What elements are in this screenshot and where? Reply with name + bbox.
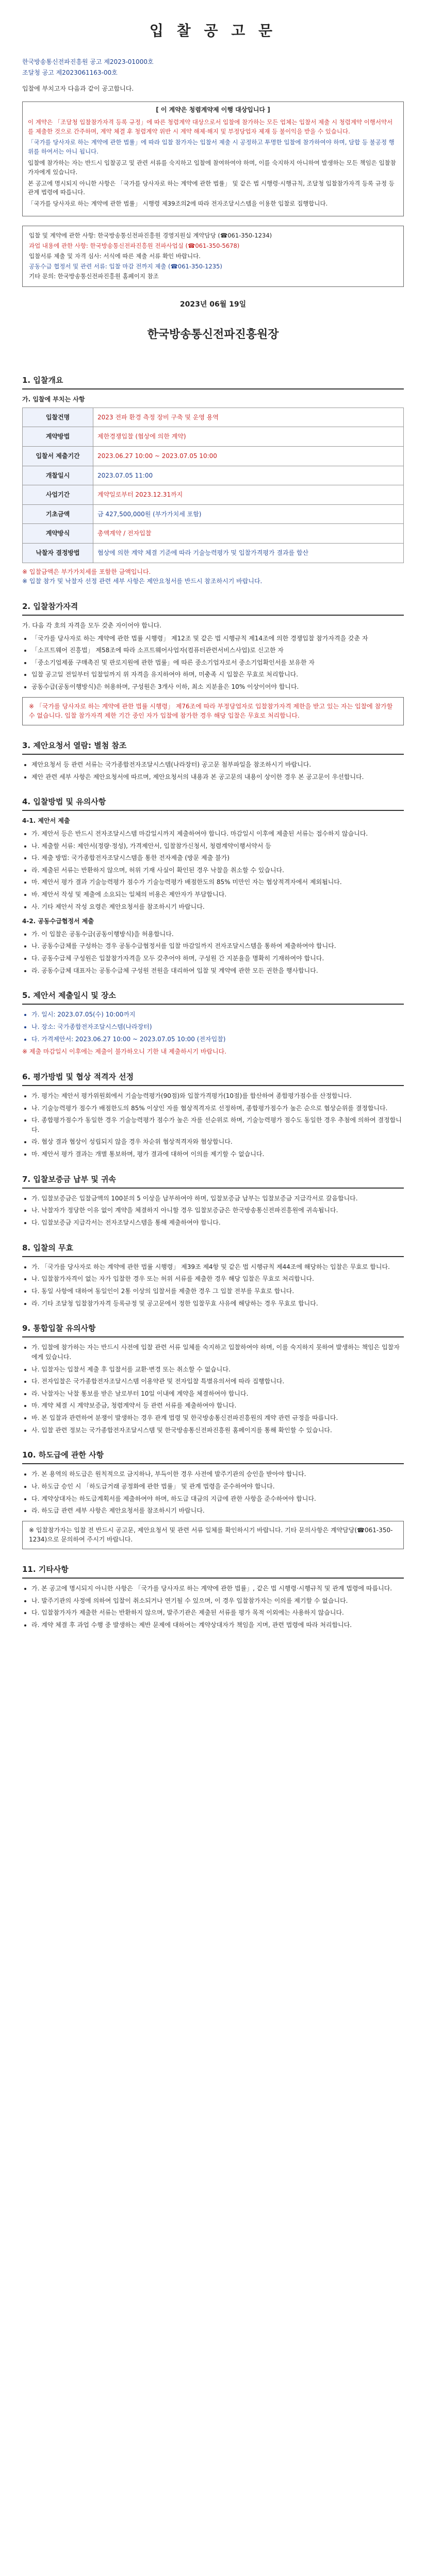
list-item: • 라. 계약 체결 후 과업 수행 중 발생하는 제반 문제에 대하여는 계약상대자가 책임을 지며, 관련 법령에 따라 처리합니다.: [31, 1620, 404, 1630]
list-item: • 나. 기술능력평가 점수가 배점한도의 85% 이상인 자를 협상적격자로 선정하며, 종합평가점수가 높은 순으로 협상순위를 결정합니다.: [31, 1104, 404, 1113]
list-item: • 나. 낙찰자가 정당한 이유 없이 계약을 체결하지 아니할 경우 입찰보증금은 한국방송통신전파진흥원에 귀속됩니다.: [31, 1206, 404, 1215]
list-item: • 「국가를 당사자로 하는 계약에 관한 법률 시행령」 제12조 및 같은 법 시행규칙 제14조에 의한 경쟁입찰 참가자격을 갖춘 자: [31, 634, 404, 643]
bid-info-value: 계약일로부터 2023.12.31까지: [93, 485, 404, 505]
list-item: • 다. 종합평가점수가 동일한 경우 기술능력평가 점수가 높은 자를 선순위로 하며, 기술능력평가 점수도 동일한 경우 추첨에 의하여 결정합니다.: [31, 1115, 404, 1134]
list-item: • 바. 본 입찰과 관련하여 분쟁이 발생하는 경우 관계 법령 및 한국방송통신전파진흥원의 계약 관련 규정을 따릅니다.: [31, 1413, 404, 1423]
notice-paragraph: 「국가를 당사자로 하는 계약에 관한 법률」에 따라 입찰 참가자는 입찰서 제출 시 공정하고 투명한 입찰에 참가하여야 하며, 담합 등 불공정 행위를 하여서는 아니 됩니다.: [28, 139, 395, 156]
list-item: • 가. 본 용역의 하도급은 원칙적으로 금지하나, 부득이한 경우 사전에 발주기관의 승인을 받아야 합니다.: [31, 1469, 404, 1479]
contact-line: 입찰 및 계약에 관한 사항: 한국방송통신전파진흥원 경영지원실 계약담당 (☎061-350-1234): [29, 232, 272, 240]
section-intro: 가. 다음 각 호의 자격을 모두 갖춘 자이어야 합니다.: [22, 621, 161, 629]
intro-text: 입찰에 부치고자 다음과 같이 공고합니다.: [22, 84, 134, 92]
bid-info-label: 낙찰자 결정방법: [23, 543, 93, 563]
subcontracting-list: [22, 1469, 404, 1515]
section-title: 4. 입찰방법 및 유의사항: [22, 796, 404, 811]
list-item: • 입찰 공고일 전일부터 입찰일까지 위 자격을 유지하여야 하며, 미충족 시 입찰은 무효로 처리합니다.: [31, 670, 404, 680]
list-item: • 나. 하도급 승인 시 「하도급거래 공정화에 관한 법률」 및 관계 법령을 준수하여야 합니다.: [31, 1482, 404, 1492]
contact-line: 입찰서류 제출 및 자격 심사: 서식에 따른 제출 서류 확인 바랍니다.: [29, 252, 201, 260]
section-bid-method: [22, 796, 404, 975]
submission-note: ※ 제출 마감일시 이후에는 제출이 불가하오니 기한 내 제출하시기 바랍니다.: [22, 1048, 226, 1056]
bid-number: 조달청 공고 제2023061163-00호: [22, 69, 118, 76]
list-item: • 제안 관련 세부 사항은 제안요청서에 따르며, 제안요청서의 내용과 본 공고문의 내용이 상이한 경우 본 공고문이 우선합니다.: [31, 772, 404, 782]
list-item: • 가. 「국가를 당사자로 하는 계약에 관한 법률 시행령」 제39조 제4항 및 같은 법 시행규칙 제44조에 해당하는 입찰은 무효로 합니다.: [31, 1262, 404, 1272]
section-bid-overview: [22, 375, 404, 586]
table-note: ※ 입찰 참가 및 낙찰자 선정 관련 세부 사항은 제안요청서를 반드시 참조하시기 바랍니다.: [22, 578, 263, 585]
subcontracting-note-box: ※ 입찰참가자는 입찰 전 반드시 공고문, 제안요청서 및 관련 서류 일체를 확인하시기 바랍니다. 기타 문의사항은 계약담당(☎061-350-1234)으로 문의하여 주시기 바랍니다.: [22, 1521, 404, 1549]
list-item: • 나. 제출할 서류: 제안서(정량·정성), 가격제안서, 입찰참가신청서, 청렴계약이행서약서 등: [31, 841, 404, 851]
notice-heading: [ 이 계약은 청렴계약제 이행 대상입니다 ]: [156, 106, 270, 114]
table-notes: [22, 567, 404, 586]
sub-title: 4-2. 공동수급협정서 제출: [22, 918, 94, 925]
section-rfp: [22, 740, 404, 782]
bid-info-label: 사업기간: [23, 485, 93, 505]
bid-info-label: 기초금액: [23, 504, 93, 524]
bid-notice-document: [22, 0, 404, 1630]
joint-contract-list: [22, 929, 404, 975]
section-title: 11. 기타사항: [22, 1564, 404, 1579]
bid-info-value: 금 427,500,000원 (부가가치세 포함): [93, 504, 404, 524]
bid-info-row: [23, 504, 404, 524]
notice-paragraph: 입찰에 참가하는 자는 반드시 입찰공고 및 관련 서류를 숙지하고 입찰에 참여하여야 하며, 이를 숙지하지 아니하여 발생하는 모든 책임은 입찰참가자에게 있습니다.: [28, 159, 396, 176]
reference-numbers: [22, 57, 404, 77]
bid-info-row: [23, 408, 404, 427]
integrity-notice-box: [22, 101, 404, 216]
bid-bond-list: [22, 1194, 404, 1228]
bid-info-label: 계약방법: [23, 427, 93, 447]
list-item: • 사. 기타 제안서 작성 요령은 제안요청서를 참조하시기 바랍니다.: [31, 902, 404, 912]
bid-info-row: [23, 543, 404, 563]
list-item: • 라. 낙찰자는 낙찰 통보를 받은 날로부터 10일 이내에 계약을 체결하여야 합니다.: [31, 1389, 404, 1399]
section-title: 10. 하도급에 관한 사항: [22, 1449, 404, 1464]
bid-info-value: 2023 전파 환경 측정 장비 구축 및 운영 용역: [93, 408, 404, 427]
section-invalid-bids: [22, 1242, 404, 1309]
list-item: • 다. 공동수급체 구성원은 입찰참가자격을 모두 갖추어야 하며, 구성원 간 지분율을 명확히 기재하여야 합니다.: [31, 954, 404, 963]
submission-schedule-list: [22, 1010, 404, 1044]
sub-title: 가. 입찰에 부치는 사항: [22, 396, 85, 403]
list-item: • 라. 협상 결과 협상이 성립되지 않을 경우 차순위 협상적격자와 협상합니다.: [31, 1137, 404, 1147]
list-item: • 나. 공동수급체를 구성하는 경우 공동수급협정서를 입찰 마감일까지 전자조달시스템을 통하여 제출하여야 합니다.: [31, 941, 404, 951]
list-item: • 가. 입찰에 참가하는 자는 반드시 사전에 입찰 관련 서류 일체를 숙지하고 입찰하여야 하며, 이를 숙지하지 못하여 발생하는 책임은 입찰자에게 있습니다.: [31, 1343, 404, 1362]
table-note: ※ 입찰금액은 부가가치세를 포함한 금액입니다.: [22, 568, 151, 575]
list-item: • 다. 제출 방법: 국가종합전자조달시스템을 통한 전자제출 (방문 제출 불가): [31, 853, 404, 863]
precaution-list: [22, 1343, 404, 1435]
evaluation-list: [22, 1091, 404, 1159]
notice-paragraph: 「국가를 당사자로 하는 계약에 관한 법률」 시행령 제39조의2에 따라 전자조달시스템을 이용한 입찰로 집행합니다.: [28, 200, 328, 208]
list-item: • 나. 장소: 국가종합전자조달시스템(나라장터): [31, 1022, 404, 1032]
section-title: 8. 입찰의 무효: [22, 1242, 404, 1257]
list-item: • 라. 하도급 관련 세부 사항은 제안요청서를 참조하시기 바랍니다.: [31, 1506, 404, 1516]
notice-paragraph: 본 공고에 명시되지 아니한 사항은 「국가를 당사자로 하는 계약에 관한 법률」 및 같은 법 시행령·시행규칙, 조달청 입찰참가자격 등록 규정 등 관계 법령에 따릅니다.: [28, 179, 395, 196]
notice-paragraph: 이 계약은 「조달청 입찰참가자격 등록 규정」에 따른 청렴계약 대상으로서 입찰에 참가하는 모든 업체는 입찰서 제출 시 청렴계약 이행서약서를 제출한 것으로 간주하며, 계약 체결 후 청렴계약 위반 시 계약 해제·해지 및 부정당업자 제재 등 불이익을 받을 수 있습니다.: [28, 118, 393, 135]
bid-info-value: 총액계약 / 전자입찰: [93, 524, 404, 544]
proposal-submission-list: [22, 829, 404, 911]
list-item: • 공동수급(공동이행방식)은 허용하며, 구성원은 3개사 이하, 최소 지분율은 10% 이상이어야 합니다.: [31, 682, 404, 692]
list-item: • 가. 제안서 등은 반드시 전자조달시스템 마감일시까지 제출하여야 합니다. 마감일시 이후에 제출된 서류는 접수하지 않습니다.: [31, 829, 404, 839]
list-item: • 나. 발주기관의 사정에 의하여 입찰이 취소되거나 연기될 수 있으며, 이 경우 입찰참가자는 이의를 제기할 수 없습니다.: [31, 1596, 404, 1606]
section-title: 6. 평가방법 및 협상 적격자 선정: [22, 1071, 404, 1086]
bid-info-value: 2023.06.27 10:00 ~ 2023.07.05 10:00: [93, 446, 404, 466]
notice-number: 한국방송통신전파진흥원 공고 제2023-01000호: [22, 58, 154, 66]
list-item: • 가. 일시: 2023.07.05(수) 10:00까지: [31, 1010, 404, 1020]
list-item: • 다. 가격제안서: 2023.06.27 10:00 ~ 2023.07.05 10:00 (전자입찰): [31, 1035, 404, 1044]
bid-info-table: [22, 408, 404, 563]
list-item: • 「중소기업제품 구매촉진 및 판로지원에 관한 법률」에 따른 중소기업자로서 중소기업확인서를 보유한 자: [31, 658, 404, 668]
section-subcontracting: [22, 1449, 404, 1549]
list-item: • 다. 동일 사항에 대하여 동일인이 2통 이상의 입찰서를 제출한 경우 그 입찰 전부를 무효로 합니다.: [31, 1286, 404, 1296]
list-item: • 다. 입찰참가자가 제출한 서류는 반환하지 않으며, 발주기관은 제출된 서류를 평가 목적 이외에는 사용하지 않습니다.: [31, 1608, 404, 1618]
list-item: • 나. 입찰자는 입찰서 제출 후 입찰서를 교환·변경 또는 취소할 수 없습니다.: [31, 1365, 404, 1375]
bid-info-row: [23, 485, 404, 505]
bid-info-row: [23, 427, 404, 447]
contact-line: 과업 내용에 관한 사항: 한국방송통신전파진흥원 전파사업실 (☎061-350-5678): [29, 242, 240, 249]
section-precautions: [22, 1323, 404, 1435]
document-title: 입 찰 공 고 문: [149, 22, 277, 39]
bid-info-value: 제한경쟁입찰 (협상에 의한 계약): [93, 427, 404, 447]
list-item: • 제안요청서 등 관련 서류는 국가종합전자조달시스템(나라장터) 공고문 첨부파일을 참조하시기 바랍니다.: [31, 760, 404, 770]
list-item: • 다. 전자입찰은 국가종합전자조달시스템 이용약관 및 전자입찰 특별유의서에 따라 집행합니다.: [31, 1377, 404, 1386]
list-item: • 가. 입찰보증금은 입찰금액의 100분의 5 이상을 납부하여야 하며, 입찰보증금 납부는 입찰보증금 지급각서로 갈음합니다.: [31, 1194, 404, 1204]
eligibility-list: [22, 634, 404, 692]
rfp-list: [22, 760, 404, 782]
list-item: • 「소프트웨어 진흥법」 제58조에 따라 소프트웨어사업자(컴퓨터관련서비스사업)로 신고한 자: [31, 646, 404, 655]
list-item: • 마. 계약 체결 시 계약보증금, 청렴계약서 등 관련 서류를 제출하여야 합니다.: [31, 1401, 404, 1411]
list-item: • 마. 제안서 평가 결과 기술능력평가 점수가 기술능력평가 배점한도의 85% 미만인 자는 협상적격자에서 제외됩니다.: [31, 877, 404, 887]
section-other: [22, 1564, 404, 1630]
list-item: • 마. 제안서 평가 결과는 개별 통보하며, 평가 결과에 대하여 이의를 제기할 수 없습니다.: [31, 1149, 404, 1159]
list-item: • 가. 이 입찰은 공동수급(공동이행방식)을 허용합니다.: [31, 929, 404, 939]
bid-info-label: 계약방식: [23, 524, 93, 544]
section-bid-bond: [22, 1174, 404, 1228]
list-item: • 다. 계약상대자는 하도급계획서를 제출하여야 하며, 하도급 대금의 지급에 관한 사항을 준수하여야 합니다.: [31, 1494, 404, 1504]
list-item: • 바. 제안서 작성 및 제출에 소요되는 일체의 비용은 제안자가 부담합니다.: [31, 890, 404, 900]
list-item: • 사. 입찰 관련 정보는 국가종합전자조달시스템 및 한국방송통신전파진흥원 홈페이지를 통해 확인할 수 있습니다.: [31, 1426, 404, 1435]
section-title: 7. 입찰보증금 납부 및 귀속: [22, 1174, 404, 1189]
bid-info-row: [23, 446, 404, 466]
list-item: • 가. 본 공고에 명시되지 아니한 사항은 「국가를 당사자로 하는 계약에 관한 법률」, 같은 법 시행령·시행규칙 및 관계 법령에 따릅니다.: [31, 1584, 404, 1594]
section-title: 3. 제안요청서 열람: 별첨 참조: [22, 740, 404, 755]
contact-box: [22, 226, 404, 287]
issuing-organization: 한국방송통신전파진흥원장: [147, 328, 279, 341]
bid-info-value: 협상에 의한 계약 체결 기준에 따라 기술능력평가 및 입찰가격평가 결과를 합산: [93, 543, 404, 563]
section-title: 9. 통합입찰 유의사항: [22, 1323, 404, 1337]
section-title: 1. 입찰개요: [22, 375, 404, 389]
contact-line: 기타 문의: 한국방송통신전파진흥원 홈페이지 참조: [29, 273, 159, 280]
other-list: [22, 1584, 404, 1630]
bid-info-row: [23, 524, 404, 544]
section-submission-schedule: [22, 990, 404, 1057]
bid-info-value: 2023.07.05 11:00: [93, 466, 404, 485]
notice-date: 2023년 06월 19일: [179, 300, 247, 309]
list-item: • 가. 평가는 제안서 평가위원회에서 기술능력평가(90점)와 입찰가격평가(10점)를 합산하여 종합평가점수를 산정합니다.: [31, 1091, 404, 1101]
list-item: • 다. 입찰보증금 지급각서는 전자조달시스템을 통해 제출하여야 합니다.: [31, 1218, 404, 1228]
invalid-bid-list: [22, 1262, 404, 1308]
eligibility-warning-box: ※ 「국가를 당사자로 하는 계약에 관한 법률 시행령」 제76조에 따라 부정당업자로 입찰참가자격 제한을 받고 있는 자는 입찰에 참가할 수 없습니다. 입찰 참가자격 제한 기간 중인 자가 입찰에 참가한 경우 해당 입찰은 무효로 처리합니다.: [22, 697, 404, 725]
list-item: • 나. 입찰참가자격이 없는 자가 입찰한 경우 또는 허위 서류를 제출한 경우 해당 입찰은 무효로 처리합니다.: [31, 1274, 404, 1284]
sub-title: 4-1. 제안서 제출: [22, 817, 70, 825]
bid-info-label: 개찰일시: [23, 466, 93, 485]
section-evaluation: [22, 1071, 404, 1159]
bid-info-label: 입찰서 제출기간: [23, 446, 93, 466]
list-item: • 라. 제출된 서류는 반환하지 않으며, 허위 기재 사실이 확인된 경우 낙찰을 취소할 수 있습니다.: [31, 866, 404, 875]
section-title: 5. 제안서 제출일시 및 장소: [22, 990, 404, 1005]
section-title: 2. 입찰참가자격: [22, 601, 404, 616]
list-item: • 라. 공동수급체 대표자는 공동수급체 구성원 전원을 대리하여 입찰 및 계약에 관한 모든 권한을 행사합니다.: [31, 966, 404, 976]
bid-info-label: 입찰건명: [23, 408, 93, 427]
contact-line: 공동수급 협정서 및 관련 서류: 입찰 마감 전까지 제출 (☎061-350-1235): [29, 262, 222, 270]
list-item: • 라. 기타 조달청 입찰참가자격 등록규정 및 공고문에서 정한 입찰무효 사유에 해당하는 경우 무효로 합니다.: [31, 1299, 404, 1309]
section-eligibility: [22, 601, 404, 725]
bid-info-row: [23, 466, 404, 485]
